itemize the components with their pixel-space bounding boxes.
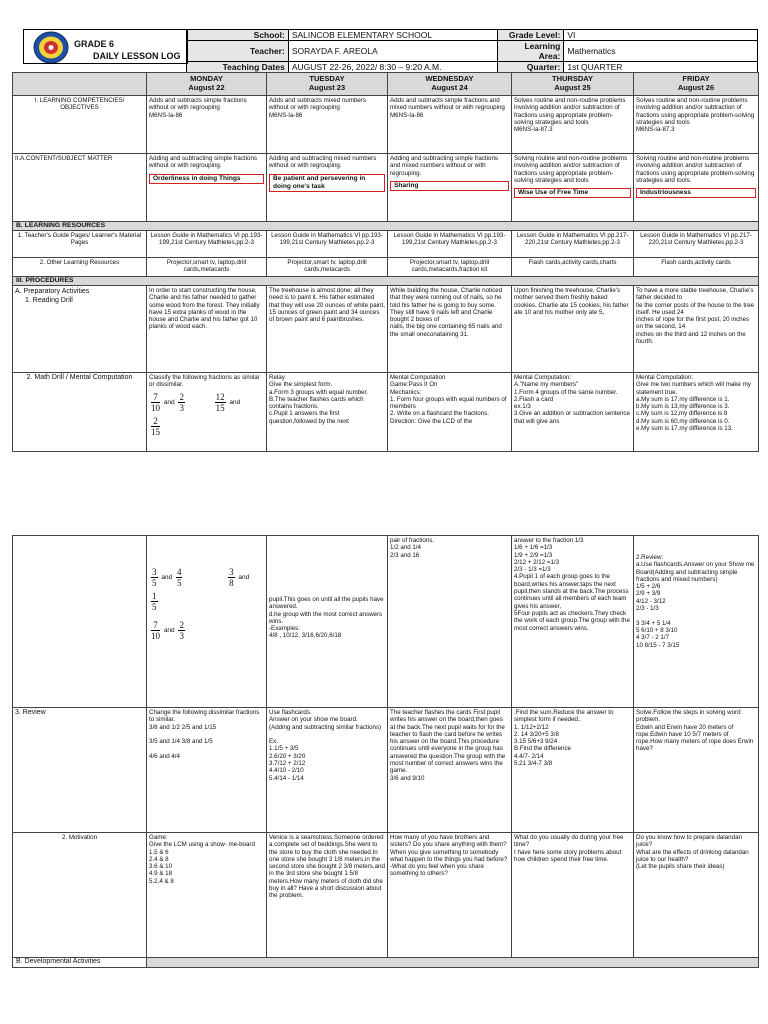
fraction-7-10: $\frac{7}{10}$	[151, 391, 160, 413]
other-thursday: Flash cards,activity cards,charts	[512, 258, 634, 277]
cont-tuesday: pupil.This goes on until all the pupils have answered. d.he group with the most correct answers wins. -Examples: 4/8 , 10/12, 3/16,6/20,6/18	[267, 536, 388, 708]
fraction-2-3b: $\frac{2}{3}$	[179, 620, 184, 641]
content-tuesday: Adding and subtracting mixed numbers without or with regrouping. Be patient and persevering in doing one's task	[267, 154, 388, 222]
cont-thursday: answer to the fraction 1/3 1/6 + 1/6 =1/3 1/9 + 2/9 =1/3 2/12 + 2/12 =1/3 2/3 - 1/3 =1/3 4.Pupil 1 of each group goes to the board,writes his answer,taps the next pupil,then stands at the back.The process continues until all members of each team gives his answer, 5Four pupils act as checkers.They check the work of each group.The group with the most correct answers wins.	[512, 536, 634, 708]
teaching-dates-value: AUGUST 22-26, 2022/ 8:30 – 9:20 A.M.	[288, 62, 498, 73]
fraction-2-3: $\frac{2}{3}$	[179, 391, 184, 413]
value-box-wednesday: Sharing	[390, 181, 509, 191]
content-label: II.A.CONTENT/SUBJECT MATTER	[13, 154, 147, 222]
cont-monday: $\frac{3}{5}$ and $\frac{4}{5}$ $\frac{3}{8}$ and $\frac{1}{5}$ $\frac{7}{10}$ and $\frac{2}{3}$	[147, 536, 267, 708]
math-tuesday: Relay Give the simplest form. a.Form 3 groups with equal number. B.The teacher flashes cards which contains fractions. c.Pupil 1 answers the first question,followed by the next	[267, 373, 388, 452]
review-monday: Change the following dissimilar fractions to similar. 3/8 and 1/2 2/5 and 1/15 3/5 and 1/4 3/8 and 1/5 4/6 and 4/4	[147, 708, 267, 833]
grade-level-value: VI	[564, 30, 758, 41]
content-thursday: Solving routine and non-routine problems involving addition and/or subtraction of fractions using appropriate problem-solving strategies and tools Wise Use of Free Time	[512, 154, 634, 222]
content-friday: Solving routine and non-routine problems involving addition and/or subtraction of fractions using appropriate problem-solving strategies and tools. Industriousness	[634, 154, 759, 222]
teacher-label: Teacher:	[187, 41, 289, 62]
learning-area-value: Mathematics	[564, 41, 758, 62]
day-header-friday: FRIDAY August 26	[634, 73, 759, 96]
fraction-4-5: $\frac{4}{5}$	[176, 567, 182, 588]
review-label: 3. Review	[13, 708, 147, 833]
math-drill-label: 2. Math Drill / Mental Computation	[13, 373, 147, 452]
motivation-thursday: What do you usually do during your free time? I have here some story problems about how children spend their free time.	[512, 833, 634, 958]
competency-friday: Solves routine and non-routine problems involving addition and/or subtraction of fractions using appropriate problem-solving strategies and tools M6NS-Ia-87.3	[634, 96, 759, 154]
math-thursday: Mental Computation: A."Name my members" 1.Form 4 groups of the same number. 2.Flash a card ex.1/3 3.Give an addition or subtraction sentence that will give ans	[512, 373, 634, 452]
review-friday: Solve.Follow the steps in solving word problem. Edwin and Erwin have 20 meters of rope.Edwin have 10 5/7 meters of rope.How many meters of rope does Erwin have?	[634, 708, 759, 833]
fraction-3-5: $\frac{3}{5}$	[152, 567, 157, 588]
day-header-monday: MONDAY August 22	[147, 73, 267, 96]
corner-cell	[13, 73, 147, 96]
day-header-wednesday: WEDNESDAY August 24	[388, 73, 512, 96]
quarter-value: 1st QUARTER	[564, 62, 758, 73]
reading-wednesday: While building the house, Charlie noticed that they were running out of nails, so he told his father he is going to buy some. They still have 9 nails left and Charlie bought 2 boxes of nails, the big one containing 65 nails and the small oneconataining 31.	[388, 286, 512, 373]
value-box-friday: Industriousness	[636, 188, 756, 198]
fraction-2-15: $\frac{2}{15}$	[151, 415, 160, 437]
other-monday: Projector,smart tv, laptop,drill cards,metacards	[147, 258, 267, 277]
school-value: SALINCOB ELEMENTARY SCHOOL	[288, 30, 498, 41]
continuation-label-cell	[13, 536, 147, 708]
review-tuesday: Use flashcards. Answer on your show me board. (Adding and subtracting similar fractions) Ex. 1.1/5 + 3/5 2.6/20 + 3/20 3.7/12 + 2/12 4.4/10 - 2/10 5.4/14 - 1/14	[267, 708, 388, 833]
motivation-friday: Do you know how to prepare dalandan juice? What are the effects of drinking dalandan juice to our health? (Let the pupils share their ideas)	[634, 833, 759, 958]
procedures-label: III. PROCEDURES	[13, 277, 759, 286]
reading-tuesday: The treehouse is almost done; all they need is to paint it. His father estimated that they will use 20 ounces of white paint, 15 ounces of green paint and 34 ounces of brown paint and 6 paintbrushes.	[267, 286, 388, 373]
motivation-wednesday: How many of you have brothers and sisters? Do you share anything with them? When you give something to somebody what happen to the things you had before? -What do you feel when you share something to others?	[388, 833, 512, 958]
cont-wednesday: pair of fractions. 1/2 and 1/4 2/3 and 16	[388, 536, 512, 708]
cont-friday: 2.Review: a.Use flashcards.Answer on your Show me Board(Adding and subtracting simple fractions and mixed numbers) 1/5 + 2/6 2/9 + 3/9 4/12 - 3/12 2/3 - 1/3 3 3/4 + 5 1/4 5 6/10 + 8 3/10 4 3/7 - 2 1/7 10 8/15 - 7 3/15	[634, 536, 759, 708]
value-box-monday: Orderliness in doing Things	[149, 174, 264, 184]
prep-activities-label: A. Preparatory Activities	[15, 288, 90, 295]
math-wednesday: Mental Computation Game:Pass It On Mechanics: 1. Form four groups with equal numbers of members 2. Write on a flashcard the fractions. Direction: Give the LCD of the	[388, 373, 512, 452]
review-thursday: .Find the sum.Reduce the answer to simplest form if needed.. 1. 1/12+2/12 2. 14 3/20+5 3/8 3.15 5/6+3 9/24 B.Find the difference 4.4/7- 2/14 5.21 3/4-7 3/8	[512, 708, 634, 833]
teachers-guide-label: 1. Teacher's Guide Pages/ Learner's Material Pages	[13, 231, 147, 258]
other-tuesday: Projector,smart tv, laptop,drill cards,metacards	[267, 258, 388, 277]
day-header-thursday: THURSDAY August 25	[512, 73, 634, 96]
prep-activities-cell	[13, 286, 147, 373]
reading-drill-label: 1. Reading Drill	[25, 297, 73, 304]
log-title: DAILY LESSON LOG	[93, 51, 181, 61]
learning-resources-label: B. LEARNING RESOURCES	[13, 222, 759, 231]
grade-level-label: Grade Level:	[498, 30, 564, 41]
review-wednesday: The teacher flashes the cards First pupil writes his answer on the board,then goes at the back.The next pupil waits for for the teacher to flash the card before he writes his answer on the board.This procedure continues until everyone in the group has answered the question.The group with the most number of correct answers wins the game. 3/6 and 9/10	[388, 708, 512, 833]
content-monday: Adding and subtracting simple fractions without or with regrouping. Orderliness in doing Things	[147, 154, 267, 222]
lesson-log-table-page1	[12, 72, 759, 452]
value-box-thursday: Wise Use of Free Time	[514, 188, 631, 198]
other-wednesday: Projector,smart tv, laptop,drill cards,metacards,fraction kit	[388, 258, 512, 277]
content-wednesday: Adding and subtracting simple fractions and mixed numbers without or with regrouping. Sharing	[388, 154, 512, 222]
other-friday: Flash cards,activity cards	[634, 258, 759, 277]
motivation-tuesday: Venice is a seamstress.Someone ordered a complete set of beddings.She went to the store to buy the cloth she needed.In one store she bought 3 1/8 meters,in the second store she bought 2 3/8 meters,and in the 3rd store she bought 1 5/8 meters.How many meters of cloth did she buy in all? Have a short discussion about the problem.	[267, 833, 388, 958]
reading-monday: In order to start constructing the house, Charlie and his father needed to gather some wood from the forest. They initially have 15 extra planks of wood in the house and Charlie and his father got 10 planks of wood each.	[147, 286, 267, 373]
developmental-label: B. Developmental Activities	[13, 958, 147, 968]
fraction-1-5: $\frac{1}{5}$	[152, 591, 157, 612]
guide-monday: Lesson Guide in Mathematics VI pp.193-199,21st Century Mathletes,pp.2-3	[147, 231, 267, 258]
competency-thursday: Solves routine and non-routine problems involving addition and/or subtraction of fractions using appropriate problem-solving strategies and tools M6NS-Ia-87.3	[512, 96, 634, 154]
guide-thursday: Lesson Guide in Mathematics VI pp.217-220,21st Century Mathletes,pp.2-3	[512, 231, 634, 258]
reading-thursday: Upon finishing the treehouse, Charlie's mother served them freshly baked cookies. Charlie ate 15 cookies, his father ate 10 and his mother only ate 5,	[512, 286, 634, 373]
motivation-label: 2. Motivation	[13, 833, 147, 958]
other-resources-label: 2. Other Learning Resources	[13, 258, 147, 277]
school-label: School:	[187, 30, 289, 41]
competency-monday: Adds and subtracts simple fractions without or with regrouping M6NS-Ia-86	[147, 96, 267, 154]
guide-wednesday: Lesson Guide in Mathematics VI pp.193-199,21st Century Mathletes,pp.2-3	[388, 231, 512, 258]
value-box-tuesday: Be patient and persevering in doing one's task	[269, 174, 385, 192]
header-logo-frame	[23, 29, 188, 64]
grade-title: GRADE 6	[74, 39, 115, 49]
fraction-12-15: $\frac{12}{15}$	[215, 391, 225, 413]
math-monday: Classify the following fractions as similar or dissimilar. $\frac{7}{10}$ and $\frac{2}{3}$ $\frac{12}{15}$ and $\frac{2}{15}$	[147, 373, 267, 452]
competencies-label: I. LEARNING COMPETENCIES/ OBJECTIVES	[13, 96, 147, 154]
teaching-dates-label: Teaching Dates	[187, 62, 289, 73]
lesson-log-table-page2	[12, 535, 759, 968]
learning-area-label: Learning Area:	[498, 41, 564, 62]
guide-friday: Lesson Guide in Mathematics VI pp.217-220,21st Century Mathletes,pp.2-3	[634, 231, 759, 258]
reading-friday: To have a more stable treehouse, Charlie's father decided to tie the corner posts of the house to the tree itself. He used 24 inches of rope for the first post, 20 inches on the second, 14 inches on the third and 12 inches on the fourth.	[634, 286, 759, 373]
header-info-table	[186, 29, 758, 73]
competency-tuesday: Adds and subtracts mixed numbers without or with regrouping M6NS-Ia-86	[267, 96, 388, 154]
motivation-monday: Game: Give the LCM using a show- me-board 1.5 & 6 2.4 & 8 3.6 & 10 4.9 & 18 5.2,4 & 8	[147, 833, 267, 958]
quarter-label: Quarter:	[498, 62, 564, 73]
guide-tuesday: Lesson Guide in Mathematics VI pp.193-199,21st Century Mathletes,pp.2-3	[267, 231, 388, 258]
fraction-3-8: $\frac{3}{8}$	[229, 567, 234, 588]
developmental-band	[147, 958, 759, 968]
math-friday: Mental Computation: Give me two numbers which will make my statement true. a.My sum is 17,my difference is 1. b.My sum is 13,my difference is 3. c.My sum is 12,my difference is 8 d.My sum is 60,my difference is 0. e.My sum is 17,my difference is 13.	[634, 373, 759, 452]
teacher-value: SORAYDA F. AREOLA	[288, 41, 498, 62]
competency-wednesday: Adds and subtracts simple fractions and mixed numbers without or with regrouping M6NS-Ia-86	[388, 96, 512, 154]
day-header-tuesday: TUESDAY August 23	[267, 73, 388, 96]
fraction-7-10b: $\frac{7}{10}$	[151, 620, 160, 641]
